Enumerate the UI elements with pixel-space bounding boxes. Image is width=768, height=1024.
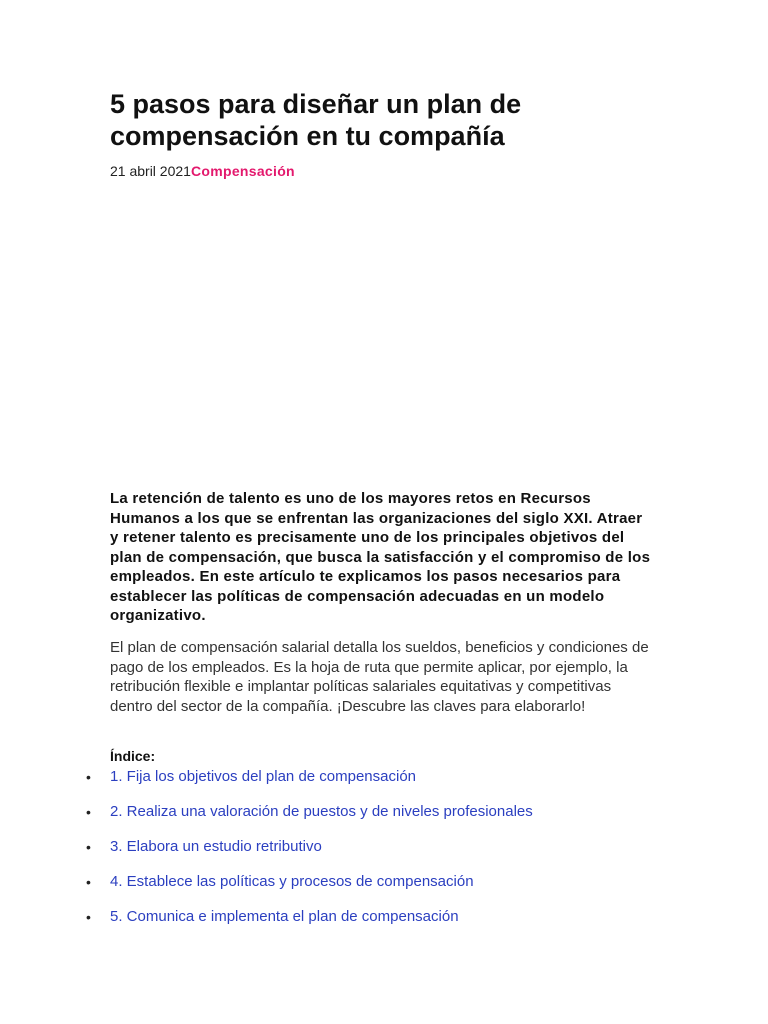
- bullet-icon: •: [86, 874, 91, 890]
- article-title: 5 pasos para diseñar un plan de compensación en tu compañía: [110, 89, 522, 151]
- toc-item: [85, 872, 533, 907]
- article-body: El plan de compensación salarial detalla los sueldos, beneficios y condiciones de pago de los empleados. Es la hoja de ruta que permite aplicar, por ejemplo, la retribución flexible e implantar políticas salariales equitativas y competitivas dentro del sector de la compañía. ¡Descubre las claves para elaborarlo!: [110, 639, 649, 715]
- toc-item: [85, 837, 533, 872]
- toc-item: [85, 767, 533, 802]
- article-lead: La retención de talento es uno de los mayores retos en Recursos Humanos a los que se enfrentan las organizaciones del siglo XXI. Atraer y retener talento es precisamente uno de los principales objetivos del plan de compensación, que busca la satisfacción y el compromiso de los empleados. En este artículo te explicamos los pasos necesarios para establecer las políticas de compensación adecuadas en un modelo organizativo.: [110, 490, 651, 624]
- toc-link-4[interactable]: 4. Establece las políticas y procesos de compensación: [110, 873, 474, 890]
- bullet-icon: •: [86, 839, 91, 855]
- toc-item: [85, 907, 533, 942]
- toc-link-5[interactable]: 5. Comunica e implementa el plan de compensación: [110, 908, 459, 925]
- toc-item: [85, 802, 533, 837]
- article-date: 21 abril 2021: [110, 163, 191, 179]
- toc-link-1[interactable]: 1. Fija los objetivos del plan de compensación: [110, 768, 417, 785]
- bullet-icon: •: [86, 909, 91, 925]
- toc-link-3[interactable]: 3. Elabora un estudio retributivo: [110, 838, 322, 855]
- category-link[interactable]: Compensación: [190, 163, 295, 179]
- toc-link-2[interactable]: 2. Realiza una valoración de puestos y de niveles profesionales: [110, 803, 533, 820]
- bullet-icon: •: [86, 804, 91, 820]
- bullet-icon: •: [86, 769, 91, 785]
- article-meta: [110, 162, 295, 180]
- toc-label: Índice:: [110, 748, 156, 764]
- table-of-contents: [85, 767, 533, 942]
